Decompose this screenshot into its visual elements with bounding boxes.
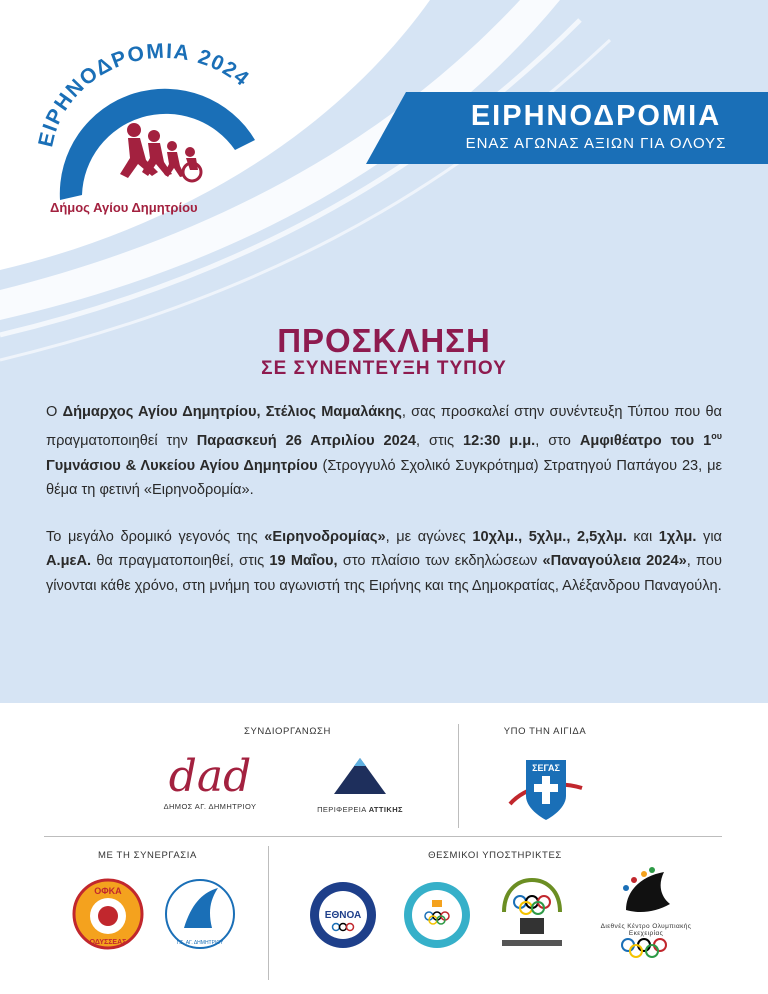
coorganizer-label: ΣΥΝΔΙΟΡΓΑΝΩΣΗ bbox=[244, 726, 331, 737]
dad-logo: dad ΔΗΜΟΣ ΑΓ. ΔΗΜΗΤΡΙΟΥ bbox=[150, 752, 270, 822]
gs-agios-dimitrios-logo bbox=[162, 876, 238, 952]
logo-municipality: Δήμος Αγίου Δημητρίου bbox=[50, 200, 198, 215]
auspices-label: ΥΠΟ ΤΗΝ ΑΙΓΙΔΑ bbox=[503, 726, 587, 737]
olympic-truce-logo: Διεθνές Κέντρο Ολυμπιακής Εκεχειρίας bbox=[586, 866, 706, 956]
ofka-odysseas-logo bbox=[72, 878, 144, 950]
collab-label: ΜΕ ΤΗ ΣΥΝΕΡΓΑΣΙΑ bbox=[98, 850, 197, 861]
segas-shield-icon bbox=[506, 752, 586, 824]
logo-arc-text: ΕΙΡΗΝΟΔΡΟΜΙΑ 2024 bbox=[34, 39, 254, 150]
svg-text:ΟΦΚΑ: ΟΦΚΑ bbox=[94, 886, 122, 896]
triangle-icon bbox=[300, 752, 420, 800]
svg-text:ΟΔΥΣΣΕΑΣ: ΟΔΥΣΣΕΑΣ bbox=[89, 939, 127, 946]
footer-divider-horizontal bbox=[44, 836, 722, 837]
svg-text:Γ.Σ. ΑΓ. ΔΗΜΗΤΡΙΟΥ: Γ.Σ. ΑΓ. ΔΗΜΗΤΡΙΟΥ bbox=[176, 940, 224, 946]
invitation-paragraph: Ο Δήμαρχος Αγίου Δημητρίου, Στέλιος Μαμαλάκης, σας προσκαλεί στην συνέντευξη Τύπου που θα πραγματοποιηθεί την Παρασκευή 26 Απριλίου 2024, στις 12:30 μ.μ., στο Αμφιθέατρο του $1^{o\upsilon}$ Γυμνάσιου & Λυκείου Αγίου Δημητρίου (Στρογγυλό Σχολικό Συγκρότημα) Στρατηγού Παπάγου 23, με θέμα τη φετινή «Ειρηνοδρομία». bbox=[46, 404, 722, 499]
svg-text:ΕΘΝΟΑ: ΕΘΝΟΑ bbox=[324, 910, 362, 921]
olympic-academy-logo bbox=[402, 880, 472, 950]
banner-title: ΕΙΡΗΝΟΔΡΟΜΙΑ bbox=[470, 100, 722, 132]
eirinodromia-logo bbox=[30, 30, 300, 230]
segas-logo bbox=[506, 752, 586, 824]
olympic-rings-icon bbox=[514, 896, 550, 914]
footer-divider-vertical-top bbox=[458, 724, 459, 828]
event-paragraph: Το μεγάλο δρομικό γεγονός της «Ειρηνοδρομίας», με αγώνες 10χλμ., 5χλμ., 2,5χλμ. και 1χλμ. για Α.μεΑ. θα πραγματοποιηθεί, στις 19 Μαΐου, στο πλαίσιο των εκδηλώσεων «Παναγούλεια 2024», που γίνονται κάθε χρόνο, στη μνήμη του αγωνιστή της Ειρήνης και της Δημοκρατίας, Αλέξανδρου Παναγούλη. bbox=[46, 529, 722, 594]
region-attica-logo: ΠΕΡΙΦΕΡΕΙΑ ΑΤΤΙΚΗΣ bbox=[300, 752, 420, 822]
page-title: ΠΡΟΣΚΛΗΣΗ bbox=[277, 322, 491, 359]
olympic-rings-icon bbox=[586, 937, 706, 959]
supporters-label: ΘΕΣΜΙΚΟΙ ΥΠΟΣΤΗΡΙΚΤΕΣ bbox=[428, 850, 562, 861]
helmet-icon bbox=[98, 906, 118, 926]
eoa-academy-logo bbox=[308, 880, 378, 950]
segas-text: ΣΕΓΑΣ bbox=[532, 763, 560, 773]
page-subtitle: ΣΕ ΣΥΝΕΝΤΕΥΞΗ ΤΥΠΟΥ bbox=[261, 358, 507, 379]
olympic-winners-logo bbox=[494, 872, 570, 952]
footer-divider-vertical-bottom bbox=[268, 846, 269, 980]
banner-subtitle: ΕΝΑΣ ΑΓΩΝΑΣ ΑΞΙΩΝ ΓΙΑ ΟΛΟΥΣ bbox=[465, 135, 727, 152]
dad-caption: ΔΗΜΟΣ ΑΓ. ΔΗΜΗΤΡΙΟΥ bbox=[163, 802, 257, 811]
